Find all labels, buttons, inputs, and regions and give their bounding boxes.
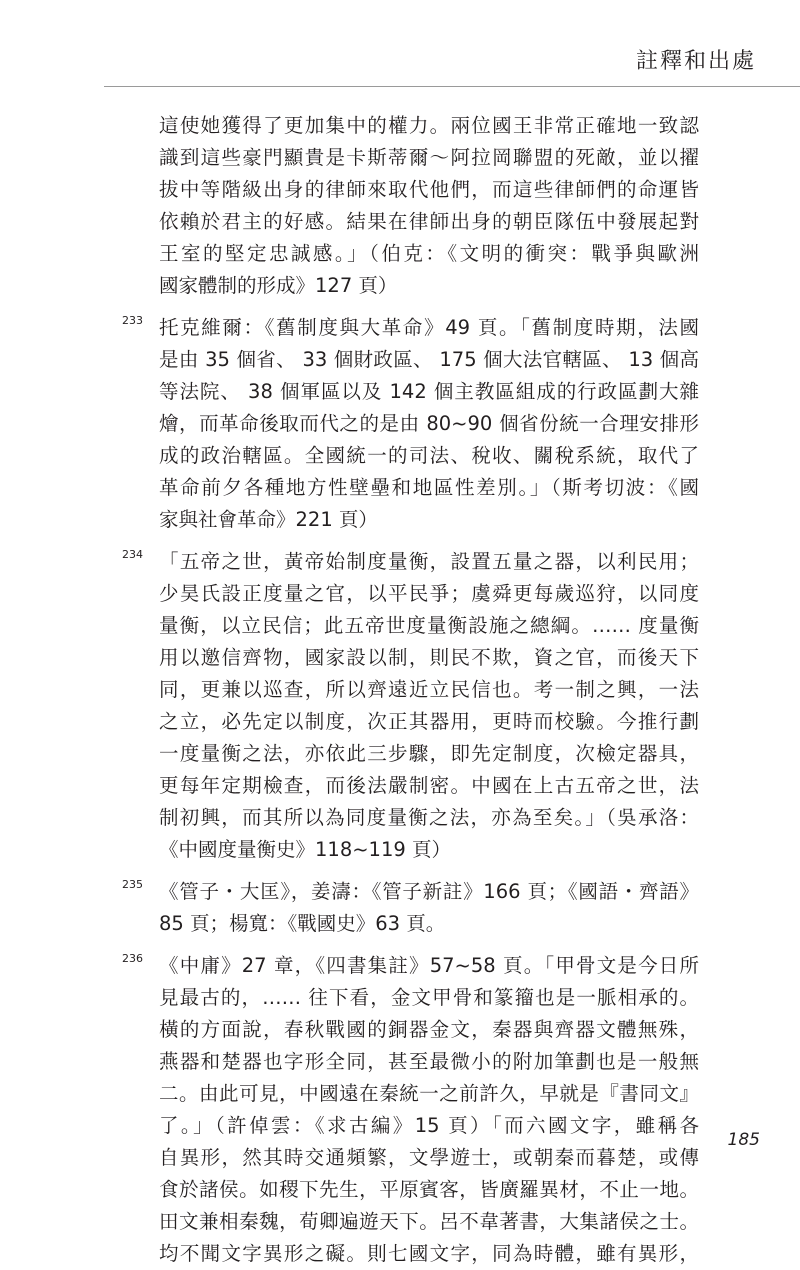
footnote-number: 234 — [122, 548, 143, 561]
footnote-line: 之立，必先定以制度，次正其器用，更時而校驗。今推行劃 — [159, 710, 699, 733]
header-rule — [104, 86, 800, 87]
footnote-line: 一度量衡之法，亦依此三步驟，即先定制度，次檢定器具， — [159, 742, 699, 765]
notes-body — [122, 110, 699, 1270]
footnote-line: 革命前夕各種地方性壁壘和地區性差別。」（斯考切波：《國 — [159, 476, 699, 499]
footnote-number: 236 — [122, 952, 143, 965]
footnote-line: 拔中等階級出身的律師來取代他們，而這些律師們的命運皆 — [159, 178, 699, 201]
footnote — [122, 876, 699, 940]
footnote-line: 托克維爾：《舊制度與大革命》49 頁。「舊制度時期，法國 — [159, 316, 699, 339]
footnote-line: 少昊氏設正度量之官，以平民爭；虞舜更每歲巡狩，以同度 — [159, 582, 699, 605]
footnote — [122, 312, 699, 536]
footnote-line: 識到這些豪門顯貴是卡斯蒂爾～阿拉岡聯盟的死敵，並以擢 — [159, 146, 699, 169]
footnote-line: 85 頁；楊寬：《戰國史》63 頁。 — [159, 912, 446, 935]
footnote-number: 235 — [122, 878, 143, 891]
footnote-line: 見最古的，…… 往下看，金文甲骨和篆籀也是一脈相承的。 — [159, 986, 699, 1009]
footnote-line: 《中庸》27 章，《四書集註》57~58 頁。「甲骨文是今日所 — [159, 954, 699, 977]
footnote-line: 同，更兼以巡查，所以齊遠近立民信也。考一制之興，一法 — [159, 678, 699, 701]
footnote — [159, 110, 699, 302]
footnote-line: 是由 35 個省、 33 個財政區、 175 個大法官轄區、 13 個高 — [159, 348, 699, 371]
footnote-line: 二。由此可見，中國遠在秦統一之前許久，早就是『書同文』 — [159, 1082, 699, 1105]
footnote-line: 燕器和楚器也字形全同，甚至最微小的附加筆劃也是一般無 — [159, 1050, 699, 1073]
footnote-line: 「五帝之世，黃帝始制度量衡，設置五量之器，以利民用； — [159, 550, 699, 573]
footnote-line: 王室的堅定忠誠感。」（伯克：《文明的衝突：戰爭與歐洲 — [159, 242, 699, 265]
footnote — [122, 950, 699, 1270]
footnote-line: 燴，而革命後取而代之的是由 80~90 個省份統一合理安排形 — [159, 412, 699, 435]
running-header-title: 註釋和出處 — [635, 49, 756, 74]
footnote-line: 依賴於君主的好感。結果在律師出身的朝臣隊伍中發展起對 — [159, 210, 699, 233]
footnote — [122, 546, 699, 866]
running-header — [626, 44, 756, 75]
footnote-line: 《中國度量衡史》118~119 頁） — [159, 838, 451, 861]
footnote-line: 這使她獲得了更加集中的權力。兩位國王非常正確地一致認 — [159, 114, 699, 137]
footnote-line: 自異形，然其時交通頻繁，文學遊士，或朝秦而暮楚，或傳 — [159, 1146, 699, 1169]
footnote-line: 用以邀信齊物，國家設以制，則民不欺，資之官，而後天下 — [159, 646, 699, 669]
footnote-line: 了。」（許倬雲：《求古編》15 頁）「而六國文字，雖稱各 — [159, 1114, 699, 1137]
footnote-line: 量衡，以立民信；此五帝世度量衡設施之總綱。…… 度量衡 — [159, 614, 699, 637]
footnote-line: 等法院、 38 個軍區以及 142 個主教區組成的行政區劃大雜 — [159, 380, 699, 403]
footnote-line: 食於諸侯。如稷下先生，平原賓客，皆廣羅異材，不止一地。 — [159, 1178, 699, 1201]
footnote-line: 田文兼相秦魏，荀卿遍遊天下。呂不韋著書，大集諸侯之士。 — [159, 1210, 699, 1233]
footnote-line: 國家體制的形成》127 頁） — [159, 274, 398, 297]
footnote-line: 成的政治轄區。全國統一的司法、稅收、關稅系統，取代了 — [159, 444, 699, 467]
footnote-line: 橫的方面說，春秋戰國的銅器金文，秦器與齊器文體無殊， — [159, 1018, 699, 1041]
footnote-line: 家與社會革命》221 頁） — [159, 508, 378, 531]
footnote-line: 更每年定期檢查，而後法嚴制密。中國在上古五帝之世，法 — [159, 774, 699, 797]
page-number: 185 — [727, 1130, 760, 1150]
footnote-line: 制初興，而其所以為同度量衡之法，亦為至矣。」（吳承洛： — [159, 806, 699, 829]
footnote-line: 《管子・大匡》，姜濤：《管子新註》166 頁；《國語・齊語》 — [159, 880, 699, 903]
footnote-number: 233 — [122, 314, 143, 327]
footnote-line: 均不聞文字異形之礙。則七國文字，同為時體，雖有異形， — [159, 1242, 699, 1265]
